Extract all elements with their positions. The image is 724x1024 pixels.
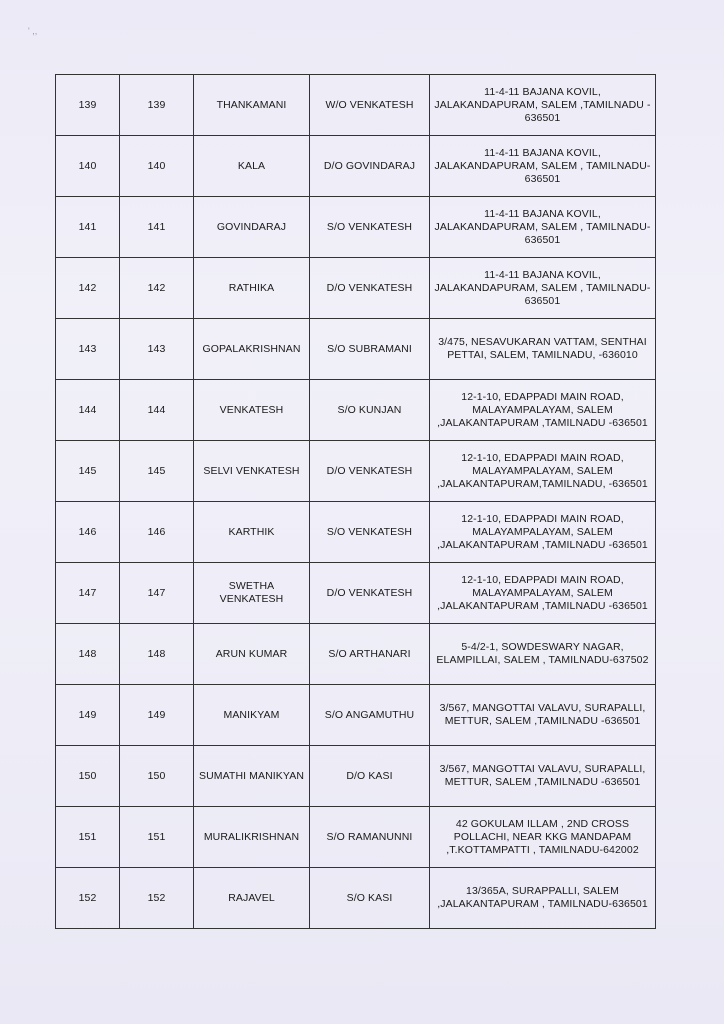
records-table-body	[56, 75, 656, 929]
relation-cell: S/O VENKATESH	[310, 197, 430, 258]
table-row	[56, 807, 656, 868]
address-cell: 12-1-10, EDAPPADI MAIN ROAD, MALAYAMPALAYAM, SALEM ,JALAKANTAPURAM ,TAMILNADU -636501	[430, 502, 656, 563]
address-cell: 11-4-11 BAJANA KOVIL, JALAKANDAPURAM, SALEM ,TAMILNADU - 636501	[430, 75, 656, 136]
relation-cell: S/O SUBRAMANI	[310, 319, 430, 380]
relation-cell: S/O ANGAMUTHU	[310, 685, 430, 746]
address-cell: 5-4/2-1, SOWDESWARY NAGAR, ELAMPILLAI, SALEM , TAMILNADU-637502	[430, 624, 656, 685]
table-row	[56, 197, 656, 258]
name-cell: SWETHA VENKATESH	[194, 563, 310, 624]
name-cell: ARUN KUMAR	[194, 624, 310, 685]
record-id-cell: 140	[120, 136, 194, 197]
record-id-cell: 145	[120, 441, 194, 502]
relation-cell: D/O KASI	[310, 746, 430, 807]
record-id-cell: 142	[120, 258, 194, 319]
record-id-cell: 149	[120, 685, 194, 746]
address-cell: 11-4-11 BAJANA KOVIL, JALAKANDAPURAM, SALEM , TAMILNADU- 636501	[430, 136, 656, 197]
serial-number-cell: 150	[56, 746, 120, 807]
name-cell: VENKATESH	[194, 380, 310, 441]
record-id-cell: 152	[120, 868, 194, 929]
name-cell: RATHIKA	[194, 258, 310, 319]
name-cell: THANKAMANI	[194, 75, 310, 136]
address-cell: 12-1-10, EDAPPADI MAIN ROAD, MALAYAMPALAYAM, SALEM ,JALAKANTAPURAM ,TAMILNADU -636501	[430, 380, 656, 441]
record-id-cell: 150	[120, 746, 194, 807]
relation-cell: D/O VENKATESH	[310, 258, 430, 319]
record-id-cell: 139	[120, 75, 194, 136]
relation-cell: D/O VENKATESH	[310, 563, 430, 624]
serial-number-cell: 139	[56, 75, 120, 136]
records-table	[55, 74, 656, 929]
serial-number-cell: 149	[56, 685, 120, 746]
table-row	[56, 136, 656, 197]
name-cell: SELVI VENKATESH	[194, 441, 310, 502]
table-row	[56, 868, 656, 929]
serial-number-cell: 140	[56, 136, 120, 197]
serial-number-cell: 142	[56, 258, 120, 319]
serial-number-cell: 151	[56, 807, 120, 868]
name-cell: GOVINDARAJ	[194, 197, 310, 258]
name-cell: KARTHIK	[194, 502, 310, 563]
serial-number-cell: 144	[56, 380, 120, 441]
address-cell: 3/567, MANGOTTAI VALAVU, SURAPALLI, METTUR, SALEM ,TAMILNADU -636501	[430, 685, 656, 746]
address-cell: 13/365A, SURAPPALLI, SALEM ,JALAKANTAPURAM , TAMILNADU-636501	[430, 868, 656, 929]
name-cell: SUMATHI MANIKYAN	[194, 746, 310, 807]
record-id-cell: 148	[120, 624, 194, 685]
name-cell: KALA	[194, 136, 310, 197]
address-cell: 11-4-11 BAJANA KOVIL, JALAKANDAPURAM, SALEM , TAMILNADU- 636501	[430, 197, 656, 258]
name-cell: RAJAVEL	[194, 868, 310, 929]
record-id-cell: 146	[120, 502, 194, 563]
address-cell: 3/567, MANGOTTAI VALAVU, SURAPALLI, METTUR, SALEM ,TAMILNADU -636501	[430, 746, 656, 807]
relation-cell: W/O VENKATESH	[310, 75, 430, 136]
serial-number-cell: 146	[56, 502, 120, 563]
table-row	[56, 380, 656, 441]
record-id-cell: 141	[120, 197, 194, 258]
table-row	[56, 441, 656, 502]
relation-cell: S/O RAMANUNNI	[310, 807, 430, 868]
address-cell: 12-1-10, EDAPPADI MAIN ROAD, MALAYAMPALAYAM, SALEM ,JALAKANTAPURAM ,TAMILNADU -636501	[430, 563, 656, 624]
address-cell: 42 GOKULAM ILLAM , 2ND CROSS POLLACHI, NEAR KKG MANDAPAM ,T.KOTTAMPATTI , TAMILNADU-642002	[430, 807, 656, 868]
serial-number-cell: 141	[56, 197, 120, 258]
name-cell: GOPALAKRISHNAN	[194, 319, 310, 380]
record-id-cell: 151	[120, 807, 194, 868]
address-cell: 12-1-10, EDAPPADI MAIN ROAD, MALAYAMPALAYAM, SALEM ,JALAKANTAPURAM,TAMILNADU, -636501	[430, 441, 656, 502]
name-cell: MANIKYAM	[194, 685, 310, 746]
page-corner-mark: ' ,,	[28, 26, 38, 36]
serial-number-cell: 148	[56, 624, 120, 685]
address-cell: 3/475, NESAVUKARAN VATTAM, SENTHAI PETTAI, SALEM, TAMILNADU, -636010	[430, 319, 656, 380]
relation-cell: S/O ARTHANARI	[310, 624, 430, 685]
table-row	[56, 746, 656, 807]
table-row	[56, 319, 656, 380]
relation-cell: D/O GOVINDARAJ	[310, 136, 430, 197]
record-id-cell: 143	[120, 319, 194, 380]
relation-cell: S/O VENKATESH	[310, 502, 430, 563]
record-id-cell: 144	[120, 380, 194, 441]
table-row	[56, 502, 656, 563]
name-cell: MURALIKRISHNAN	[194, 807, 310, 868]
table-row	[56, 624, 656, 685]
table-row	[56, 75, 656, 136]
serial-number-cell: 152	[56, 868, 120, 929]
table-row	[56, 563, 656, 624]
serial-number-cell: 143	[56, 319, 120, 380]
table-row	[56, 258, 656, 319]
relation-cell: D/O VENKATESH	[310, 441, 430, 502]
relation-cell: S/O KASI	[310, 868, 430, 929]
serial-number-cell: 147	[56, 563, 120, 624]
relation-cell: S/O KUNJAN	[310, 380, 430, 441]
address-cell: 11-4-11 BAJANA KOVIL, JALAKANDAPURAM, SALEM , TAMILNADU- 636501	[430, 258, 656, 319]
serial-number-cell: 145	[56, 441, 120, 502]
record-id-cell: 147	[120, 563, 194, 624]
table-row	[56, 685, 656, 746]
